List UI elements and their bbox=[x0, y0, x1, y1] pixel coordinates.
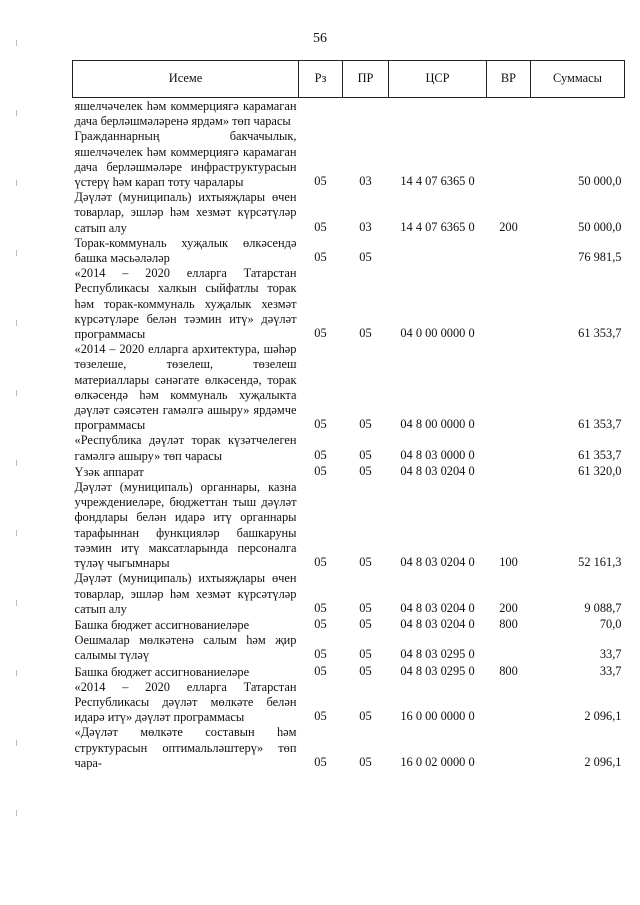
table-header bbox=[73, 61, 625, 98]
cell-rz: 05 bbox=[314, 616, 327, 631]
table-row bbox=[73, 464, 625, 480]
cell-csr: 04 8 03 0204 0 bbox=[400, 616, 475, 631]
cell-name: Дәүләт (муниципаль) ихтыяҗлары өчен товарлар, эшләр һәм хезмәт күрсәтүләр сатып алу bbox=[74, 571, 297, 616]
cell-sum: 33,7 bbox=[599, 647, 622, 662]
cell-vr: 800 bbox=[499, 663, 518, 678]
cell-csr bbox=[389, 236, 487, 266]
cell-pr: 03 bbox=[359, 174, 372, 189]
cell-name: Дәүләт (муниципаль) ихтыяҗлары өчен товарлар, эшләр һәм хезмәт күрсәтүләр сатып алу bbox=[74, 190, 297, 235]
cell-rz: 05 bbox=[314, 250, 327, 265]
table-row bbox=[73, 633, 625, 663]
header-pr: ПР bbox=[343, 61, 389, 98]
table-row bbox=[73, 571, 625, 617]
header-csr: ЦСР bbox=[389, 61, 487, 98]
binding-edge-marks bbox=[16, 0, 20, 905]
cell-name: Башка бюджет ассигнованиеләре bbox=[74, 617, 250, 632]
cell-vr bbox=[487, 725, 531, 771]
cell-sum: 9 088,7 bbox=[584, 600, 622, 615]
cell-pr: 05 bbox=[359, 326, 372, 341]
cell-rz: 05 bbox=[314, 326, 327, 341]
table-row bbox=[73, 266, 625, 342]
cell-vr bbox=[487, 236, 531, 266]
cell-vr bbox=[487, 680, 531, 726]
table-row bbox=[73, 725, 625, 771]
cell-pr: 05 bbox=[359, 647, 372, 662]
cell-rz: 05 bbox=[314, 174, 327, 189]
cell-vr bbox=[487, 633, 531, 663]
cell-rz: 05 bbox=[314, 555, 327, 570]
cell-sum: 2 096,1 bbox=[584, 709, 622, 724]
cell-sum: 76 981,5 bbox=[578, 250, 622, 265]
header-name: Исеме bbox=[73, 61, 299, 98]
cell-name: «2014 – 2020 елларга архитектура, шәһәр төзелеше, төзелеш, төзелеш материаллары сәнәгате өлкәсендә, торак өлкәсендә һәм коммуналь хуҗалыкта дәүләт сәясәтен гамәлгә ашыру» ярдәмче программасы bbox=[74, 342, 297, 433]
cell-rz: 05 bbox=[314, 417, 327, 432]
cell-csr: 14 4 07 6365 0 bbox=[400, 174, 475, 189]
table-row bbox=[73, 433, 625, 463]
table-body bbox=[73, 98, 625, 771]
cell-vr bbox=[487, 98, 531, 130]
cell-name: Үзәк аппарат bbox=[74, 464, 144, 479]
cell-sum: 52 161,3 bbox=[578, 555, 622, 570]
cell-sum: 50 000,0 bbox=[578, 219, 622, 234]
cell-name: яшелчәчелек һәм коммерциягә карамаган дача берләшмәләренә ярдәм» төп чарасы bbox=[74, 99, 297, 129]
cell-pr: 05 bbox=[359, 555, 372, 570]
table-row bbox=[73, 664, 625, 680]
cell-sum: 2 096,1 bbox=[584, 754, 622, 769]
cell-name: Дәүләт (муниципаль) органнары, казна учреждениеләре, бюджеттан тыш дәүләт фондлары белән идарә итү органнары тарафыннан функцияләр башкаруны тәэмин итү максатларында персоналга түләү чыгымнары bbox=[74, 480, 297, 571]
cell-csr: 04 8 03 0295 0 bbox=[400, 663, 475, 678]
page-number: 56 bbox=[313, 31, 327, 46]
table-row bbox=[73, 342, 625, 433]
cell-csr: 04 8 03 0204 0 bbox=[400, 463, 475, 478]
cell-vr: 800 bbox=[499, 616, 518, 631]
cell-pr: 03 bbox=[359, 219, 372, 234]
cell-vr bbox=[487, 129, 531, 190]
table-row bbox=[73, 98, 625, 130]
cell-sum: 61 320,0 bbox=[578, 463, 622, 478]
cell-vr: 100 bbox=[499, 555, 518, 570]
cell-csr bbox=[389, 98, 487, 130]
table-row bbox=[73, 680, 625, 726]
cell-csr: 16 0 00 0000 0 bbox=[400, 709, 475, 724]
cell-vr bbox=[487, 342, 531, 433]
cell-csr: 04 8 00 0000 0 bbox=[400, 417, 475, 432]
cell-sum: 61 353,7 bbox=[578, 326, 622, 341]
cell-name: Гражданнарның бакчачылык, яшелчәчелек һәм коммерциягә карамаган дача берләшмәләре инфраструктурасын үстерү һәм карап тоту чаралары bbox=[74, 129, 297, 190]
header-vr: ВР bbox=[487, 61, 531, 98]
cell-csr: 16 0 02 0000 0 bbox=[400, 754, 475, 769]
cell-pr: 05 bbox=[359, 447, 372, 462]
cell-sum bbox=[531, 98, 625, 130]
cell-name: «2014 – 2020 елларга Татарстан Республикасы дәүләт мөлкәте белән идарә итү» дәүләт программасы bbox=[74, 679, 297, 725]
cell-csr: 04 8 03 0295 0 bbox=[400, 647, 475, 662]
cell-pr: 05 bbox=[359, 600, 372, 615]
cell-name: «2014 – 2020 елларга Татарстан Республикасы халкын сыйфатлы торак һәм торак-коммуналь хуҗалык хезмәт күрсәтүләре белән тәэмин итү» дәүләт программасы bbox=[74, 266, 297, 342]
cell-csr: 04 8 03 0204 0 bbox=[400, 600, 475, 615]
cell-name: Торак-коммуналь хуҗалык өлкәсендә башка мәсьәләләр bbox=[74, 235, 297, 266]
cell-vr bbox=[487, 266, 531, 342]
cell-pr: 05 bbox=[359, 709, 372, 724]
cell-sum: 61 353,7 bbox=[578, 417, 622, 432]
cell-sum: 70,0 bbox=[599, 616, 622, 631]
cell-sum: 33,7 bbox=[599, 663, 622, 678]
cell-name: Башка бюджет ассигнованиеләре bbox=[74, 664, 250, 679]
cell-rz: 05 bbox=[314, 647, 327, 662]
cell-name: «Республика дәүләт торак күзәтчелеген гамәлгә ашыру» төп чарасы bbox=[74, 433, 297, 463]
cell-rz: 05 bbox=[314, 754, 327, 769]
cell-rz: 05 bbox=[314, 663, 327, 678]
cell-rz: 05 bbox=[314, 463, 327, 478]
cell-sum: 50 000,0 bbox=[578, 174, 622, 189]
budget-table bbox=[72, 60, 625, 771]
cell-vr bbox=[487, 433, 531, 463]
cell-rz bbox=[299, 98, 343, 130]
cell-pr: 05 bbox=[359, 463, 372, 478]
cell-rz: 05 bbox=[314, 447, 327, 462]
cell-pr: 05 bbox=[359, 417, 372, 432]
cell-rz: 05 bbox=[314, 600, 327, 615]
cell-pr: 05 bbox=[359, 250, 372, 265]
cell-vr bbox=[487, 464, 531, 480]
cell-pr bbox=[343, 98, 389, 130]
cell-rz: 05 bbox=[314, 219, 327, 234]
cell-csr: 14 4 07 6365 0 bbox=[400, 219, 475, 234]
cell-pr: 05 bbox=[359, 754, 372, 769]
table-row bbox=[73, 480, 625, 571]
cell-name: Оешмалар мөлкәтенә салым һәм җир салымы түләү bbox=[74, 633, 297, 663]
cell-vr: 200 bbox=[499, 219, 518, 234]
table-row bbox=[73, 129, 625, 190]
table-row bbox=[73, 236, 625, 266]
cell-csr: 04 8 03 0204 0 bbox=[400, 555, 475, 570]
cell-rz: 05 bbox=[314, 709, 327, 724]
header-sum: Суммасы bbox=[531, 61, 625, 98]
cell-csr: 04 8 03 0000 0 bbox=[400, 447, 475, 462]
table-row bbox=[73, 617, 625, 633]
cell-pr: 05 bbox=[359, 616, 372, 631]
header-rz: Рз bbox=[299, 61, 343, 98]
cell-sum: 61 353,7 bbox=[578, 447, 622, 462]
cell-name: «Дәүләт мөлкәте составын һәм структурасын оптимальләштерү» төп чара- bbox=[74, 725, 297, 770]
cell-csr: 04 0 00 0000 0 bbox=[400, 326, 475, 341]
table-row bbox=[73, 190, 625, 236]
cell-pr: 05 bbox=[359, 663, 372, 678]
cell-vr: 200 bbox=[499, 600, 518, 615]
